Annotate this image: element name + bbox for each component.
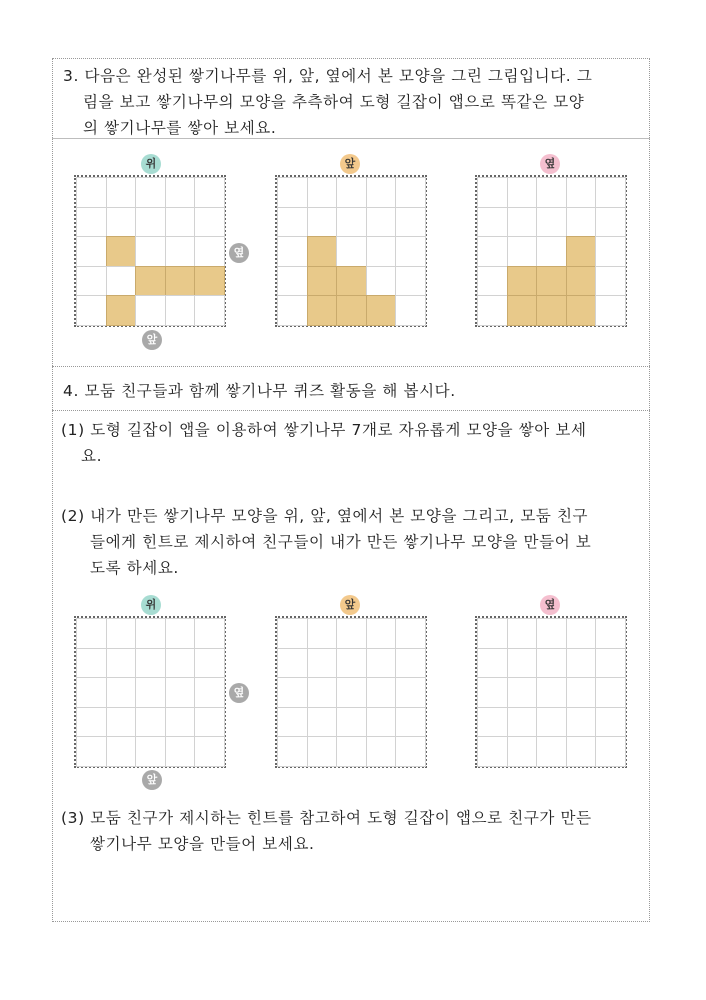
grid-cell: [566, 736, 597, 767]
grid-cell: [366, 177, 397, 208]
grid-cell: [277, 295, 308, 326]
grid-cell: [76, 677, 107, 708]
filled-cell: [366, 295, 397, 326]
grid-cell: [336, 648, 367, 679]
side-view-label: 옆: [540, 595, 560, 615]
front-direction-marker: 앞: [142, 330, 162, 350]
grid-cell: [135, 236, 166, 267]
grid-cell: [106, 177, 137, 208]
q4-part-1-line-1: (1) 도형 길잡이 앱을 이용하여 쌓기나무 7개로 자유롭게 모양을 쌓아 보세: [61, 421, 587, 439]
grid-cell: [106, 707, 137, 738]
q3-line-2: 림을 보고 쌓기나무의 모양을 추측하여 도형 길잡이 앱으로 똑같은 모양: [83, 93, 585, 111]
grid-cell: [336, 618, 367, 649]
grid-cell: [194, 177, 225, 208]
grid-cell: [76, 736, 107, 767]
grid-cell: [477, 648, 508, 679]
filled-cell: [307, 295, 338, 326]
grid-cell: [366, 207, 397, 238]
grid-cell: [536, 677, 567, 708]
grid-cell: [477, 618, 508, 649]
divider: [52, 138, 650, 139]
grid-cell: [366, 707, 397, 738]
grid-cell: [595, 618, 626, 649]
grid-cell: [366, 236, 397, 267]
filled-cell: [566, 236, 597, 267]
top-view-label: 위: [141, 154, 161, 174]
grid-cell: [536, 177, 567, 208]
filled-cell: [307, 266, 338, 297]
grid-cell: [194, 295, 225, 326]
filled-cell: [566, 295, 597, 326]
grid-cell: [194, 618, 225, 649]
grid-cell: [395, 177, 426, 208]
front-view-label: 앞: [340, 154, 360, 174]
grid-cell: [477, 295, 508, 326]
grid-cell: [366, 736, 397, 767]
filled-cell: [194, 266, 225, 297]
grid-cell: [395, 618, 426, 649]
grid-cell: [307, 618, 338, 649]
filled-cell: [507, 295, 538, 326]
filled-cell: [165, 266, 196, 297]
grid-cell: [76, 266, 107, 297]
grid-cell: [477, 266, 508, 297]
grid-cell: [165, 677, 196, 708]
grid-cell: [194, 236, 225, 267]
grid-cell: [477, 677, 508, 708]
grid-cell: [536, 618, 567, 649]
filled-cell: [106, 295, 137, 326]
grid-cell: [507, 707, 538, 738]
grid-cell: [165, 177, 196, 208]
grid-cell: [566, 677, 597, 708]
grid-cell: [76, 295, 107, 326]
grid-cell: [477, 177, 508, 208]
q3-line-3: 의 쌓기나무를 쌓아 보세요.: [83, 119, 277, 137]
front-direction-marker: 앞: [142, 770, 162, 790]
q4-part-2-line-2: 들에게 힌트로 제시하여 친구들이 내가 만든 쌓기나무 모양을 만들어 보: [90, 533, 592, 551]
grid-cell: [336, 707, 367, 738]
side-view-grid: [475, 175, 627, 327]
grid-cell: [336, 177, 367, 208]
grid-cell: [106, 736, 137, 767]
grid-cell: [76, 618, 107, 649]
q4-part-3: [61, 805, 592, 857]
q4-part-1-line-2: 요.: [81, 447, 103, 465]
grid-cell: [165, 618, 196, 649]
grid-cell: [307, 177, 338, 208]
grid-cell: [135, 177, 166, 208]
filled-cell: [507, 266, 538, 297]
grid-cell: [507, 736, 538, 767]
filled-cell: [307, 236, 338, 267]
side-direction-marker: 옆: [229, 243, 249, 263]
grid-cell: [595, 295, 626, 326]
grid-cell: [336, 236, 367, 267]
grid-cell: [566, 207, 597, 238]
grid-cell: [106, 266, 137, 297]
divider: [52, 410, 650, 411]
top-view-label: 위: [141, 595, 161, 615]
grid-cell: [595, 648, 626, 679]
filled-cell: [566, 266, 597, 297]
front-view-label: 앞: [340, 595, 360, 615]
q4-part-3-line-1: (3) 모둠 친구가 제시하는 힌트를 참고하여 도형 길잡이 앱으로 친구가 만든: [61, 809, 592, 827]
grid-cell: [76, 707, 107, 738]
grid-cell: [165, 295, 196, 326]
grid-cell: [194, 677, 225, 708]
grid-cell: [336, 677, 367, 708]
grid-cell: [507, 618, 538, 649]
front-view-grid: [275, 175, 427, 327]
grid-cell: [135, 207, 166, 238]
grid-cell: [277, 177, 308, 208]
grid-cell: [536, 707, 567, 738]
grid-cell: [536, 648, 567, 679]
filled-cell: [106, 236, 137, 267]
side-direction-marker: 옆: [229, 683, 249, 703]
grid-cell: [135, 295, 166, 326]
grid-cell: [307, 677, 338, 708]
filled-cell: [536, 295, 567, 326]
q3-line-1: 3. 다음은 완성된 쌓기나무를 위, 앞, 옆에서 본 모양을 그린 그림입니다. 그: [63, 67, 593, 85]
side-view-label: 옆: [540, 154, 560, 174]
grid-cell: [536, 236, 567, 267]
top-view-drawing-grid[interactable]: [74, 616, 226, 768]
grid-cell: [507, 236, 538, 267]
grid-cell: [106, 677, 137, 708]
filled-cell: [336, 295, 367, 326]
grid-cell: [477, 207, 508, 238]
q4-title: 4. 모둠 친구들과 함께 쌓기나무 퀴즈 활동을 해 봅시다.: [63, 382, 456, 400]
grid-cell: [566, 618, 597, 649]
divider: [52, 366, 650, 367]
q4-part-1: [61, 417, 587, 469]
grid-cell: [106, 618, 137, 649]
grid-cell: [395, 266, 426, 297]
grid-cell: [477, 236, 508, 267]
grid-cell: [277, 207, 308, 238]
grid-cell: [366, 677, 397, 708]
q4-part-3-line-2: 쌓기나무 모양을 만들어 보세요.: [90, 835, 315, 853]
grid-cell: [366, 266, 397, 297]
grid-cell: [395, 207, 426, 238]
grid-cell: [277, 736, 308, 767]
q4-part-2: [61, 503, 591, 581]
grid-cell: [165, 236, 196, 267]
grid-cell: [507, 677, 538, 708]
side-view-drawing-grid[interactable]: [475, 616, 627, 768]
filled-cell: [135, 266, 166, 297]
grid-cell: [336, 207, 367, 238]
grid-cell: [595, 236, 626, 267]
grid-cell: [395, 736, 426, 767]
grid-cell: [76, 177, 107, 208]
grid-cell: [395, 677, 426, 708]
grid-cell: [307, 736, 338, 767]
grid-cell: [477, 707, 508, 738]
grid-cell: [277, 236, 308, 267]
grid-cell: [566, 707, 597, 738]
q3-text: [63, 63, 592, 141]
grid-cell: [566, 177, 597, 208]
grid-cell: [366, 648, 397, 679]
grid-cell: [477, 736, 508, 767]
front-view-drawing-grid[interactable]: [275, 616, 427, 768]
grid-cell: [395, 707, 426, 738]
grid-cell: [277, 618, 308, 649]
grid-cell: [194, 736, 225, 767]
grid-cell: [135, 618, 166, 649]
grid-cell: [566, 648, 597, 679]
grid-cell: [76, 207, 107, 238]
grid-cell: [595, 266, 626, 297]
grid-cell: [194, 648, 225, 679]
grid-cell: [595, 207, 626, 238]
grid-cell: [76, 236, 107, 267]
grid-cell: [135, 707, 166, 738]
grid-cell: [595, 736, 626, 767]
grid-cell: [307, 207, 338, 238]
grid-cell: [277, 707, 308, 738]
grid-cell: [277, 677, 308, 708]
grid-cell: [135, 736, 166, 767]
grid-cell: [507, 648, 538, 679]
grid-cell: [595, 707, 626, 738]
grid-cell: [307, 648, 338, 679]
grid-cell: [536, 736, 567, 767]
filled-cell: [336, 266, 367, 297]
grid-cell: [106, 648, 137, 679]
grid-cell: [135, 677, 166, 708]
grid-cell: [106, 207, 137, 238]
grid-cell: [165, 707, 196, 738]
grid-cell: [507, 177, 538, 208]
grid-cell: [536, 207, 567, 238]
q4-part-2-line-3: 도록 하세요.: [90, 559, 179, 577]
grid-cell: [277, 648, 308, 679]
grid-cell: [595, 677, 626, 708]
grid-cell: [165, 736, 196, 767]
q4-part-2-line-1: (2) 내가 만든 쌓기나무 모양을 위, 앞, 옆에서 본 모양을 그리고, 모둠 친구: [61, 507, 589, 525]
grid-cell: [194, 707, 225, 738]
grid-cell: [194, 207, 225, 238]
grid-cell: [336, 736, 367, 767]
grid-cell: [307, 707, 338, 738]
grid-cell: [277, 266, 308, 297]
grid-cell: [366, 618, 397, 649]
grid-cell: [395, 648, 426, 679]
top-view-grid: [74, 175, 226, 327]
filled-cell: [536, 266, 567, 297]
grid-cell: [165, 648, 196, 679]
grid-cell: [395, 295, 426, 326]
grid-cell: [595, 177, 626, 208]
grid-cell: [76, 648, 107, 679]
grid-cell: [395, 236, 426, 267]
grid-cell: [507, 207, 538, 238]
grid-cell: [165, 207, 196, 238]
grid-cell: [135, 648, 166, 679]
